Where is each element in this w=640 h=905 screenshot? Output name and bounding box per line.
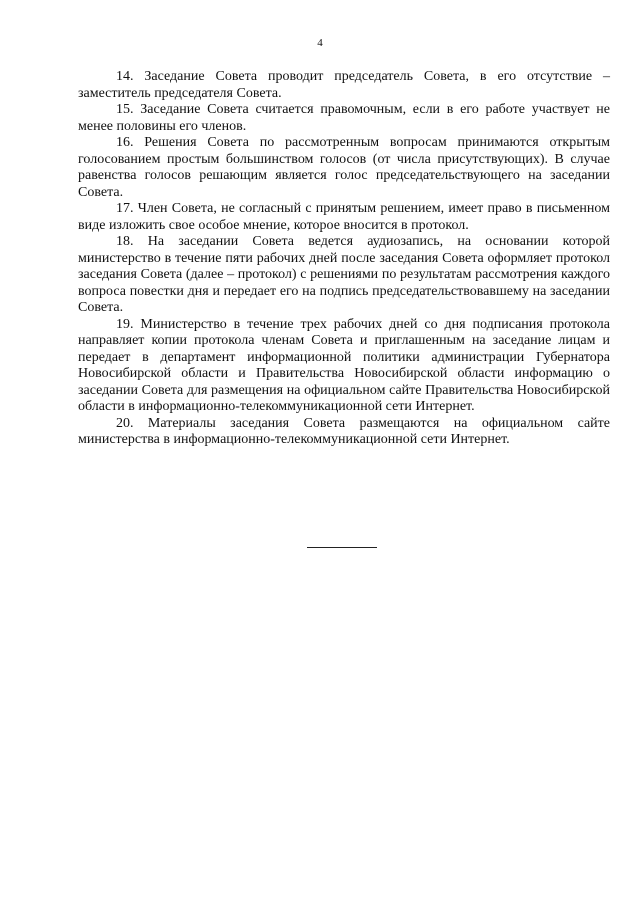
paragraph-14: 14. Заседание Совета проводит председатель Совета, в его отсутствие – заместитель председателя Совета. bbox=[78, 69, 610, 101]
page-number: 4 bbox=[317, 37, 323, 49]
document-body bbox=[78, 69, 610, 449]
end-of-document-rule bbox=[307, 547, 377, 548]
paragraph-15: 15. Заседание Совета считается правомочным, если в его работе участвует не менее половины его членов. bbox=[78, 102, 610, 134]
paragraph-20: 20. Материалы заседания Совета размещаются на официальном сайте министерства в информационно-телекоммуникационной сети Интернет. bbox=[78, 415, 610, 447]
paragraph-18: 18. На заседании Совета ведется аудиозапись, на основании которой министерство в течение пяти рабочих дней после заседания Совета оформляет протокол заседания Совета (далее – протокол) с решениями по результатам рассмотрения каждого вопроса повестки дня и передает его на подпись председательствовавшему на заседании Совета. bbox=[78, 234, 610, 315]
paragraph-16: 16. Решения Совета по рассмотренным вопросам принимаются открытым голосованием простым большинством голосов (от числа присутствующих). В случае равенства голосов решающим является голос председательствующего на заседании Совета. bbox=[78, 135, 610, 200]
paragraph-19: 19. Министерство в течение трех рабочих дней со дня подписания протокола направляет копии протокола членам Совета и приглашенным на заседание лицам и передает в департамент информационной политики администрации Губернатора Новосибирской области и Правительства Новосибирской области информацию о заседании Совета для размещения на официальном сайте Правительства Новосибирской области в информационно-телекоммуникационной сети Интернет. bbox=[78, 316, 610, 414]
paragraph-17: 17. Член Совета, не согласный с принятым решением, имеет право в письменном виде изложить свое особое мнение, которое вносится в протокол. bbox=[78, 201, 610, 233]
